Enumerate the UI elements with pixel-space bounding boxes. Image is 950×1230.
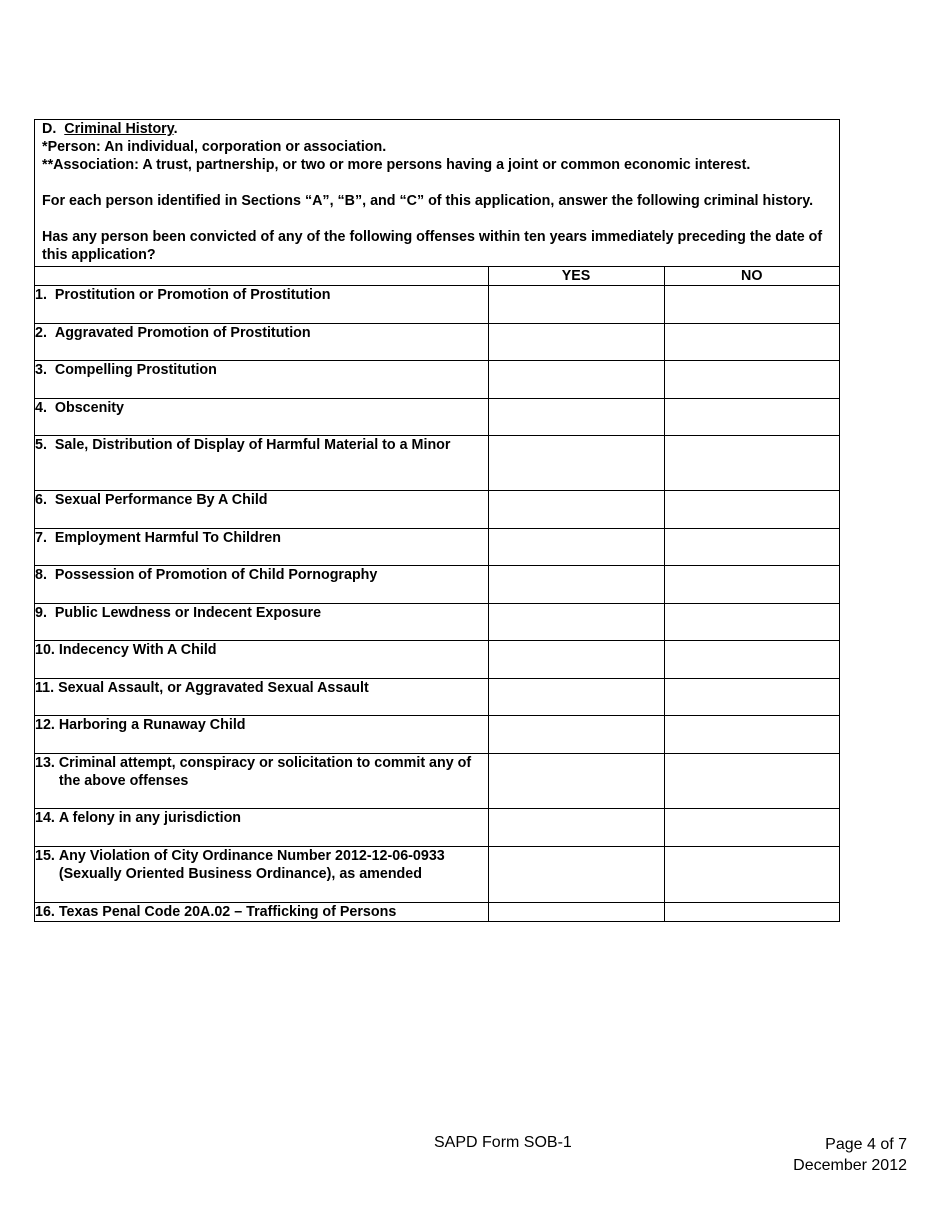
yes-answer-cell[interactable] xyxy=(488,436,664,491)
table-row xyxy=(35,324,839,361)
form-name: SAPD Form SOB-1 xyxy=(434,1134,572,1151)
yes-answer-cell[interactable] xyxy=(488,903,664,922)
table-row xyxy=(35,809,839,847)
table-row xyxy=(35,399,839,436)
section-heading xyxy=(42,120,833,138)
yes-answer-cell[interactable] xyxy=(488,286,664,324)
column-header-yes: YES xyxy=(488,267,664,286)
offense-number: 10. xyxy=(35,642,59,658)
table-row xyxy=(35,491,839,529)
table-row xyxy=(35,604,839,641)
offense-label: Texas Penal Code 20A.02 – Trafficking of Persons xyxy=(58,904,397,920)
offense-cell xyxy=(35,847,488,903)
column-header-offense xyxy=(35,267,488,286)
offense-label: Any Violation of City Ordinance Number 2012-12-06-0933 (Sexually Oriented Business Ordinance), as amended xyxy=(58,848,445,882)
yes-answer-cell[interactable] xyxy=(488,529,664,566)
yes-answer-cell[interactable] xyxy=(488,754,664,809)
no-answer-cell[interactable] xyxy=(664,361,839,399)
offense-number: 7. xyxy=(35,530,55,546)
table-row xyxy=(35,716,839,754)
table-row xyxy=(35,436,839,491)
offense-number: 13. xyxy=(35,755,59,771)
offense-cell xyxy=(35,809,488,847)
yes-answer-cell[interactable] xyxy=(488,399,664,436)
no-answer-cell[interactable] xyxy=(664,604,839,641)
offense-label: Sexual Assault, or Aggravated Sexual Assault xyxy=(58,680,369,696)
section-letter: D. xyxy=(42,121,57,137)
offense-number: 4. xyxy=(35,400,55,416)
criminal-history-form xyxy=(34,119,840,922)
yes-answer-cell[interactable] xyxy=(488,809,664,847)
offense-number: 11. xyxy=(35,680,59,696)
offense-cell xyxy=(35,679,488,716)
offense-label: Indecency With A Child xyxy=(58,642,217,658)
offense-number: 16. xyxy=(35,904,59,920)
offense-cell xyxy=(35,754,488,809)
offense-cell xyxy=(35,641,488,679)
yes-answer-cell[interactable] xyxy=(488,361,664,399)
offense-label: Possession of Promotion of Child Pornography xyxy=(54,567,378,583)
definition-person: *Person: An individual, corporation or association. xyxy=(42,139,387,155)
yes-answer-cell[interactable] xyxy=(488,679,664,716)
offense-label: Employment Harmful To Children xyxy=(54,530,281,546)
yes-answer-cell[interactable] xyxy=(488,716,664,754)
column-header-no: NO xyxy=(664,267,839,286)
offense-number: 3. xyxy=(35,362,55,378)
no-answer-cell[interactable] xyxy=(664,809,839,847)
yes-answer-cell[interactable] xyxy=(488,641,664,679)
offense-cell xyxy=(35,604,488,641)
yes-answer-cell[interactable] xyxy=(488,847,664,903)
offense-number: 2. xyxy=(35,325,55,341)
offense-label: Aggravated Promotion of Prostitution xyxy=(54,325,311,341)
table-row xyxy=(35,754,839,809)
section-title: Criminal History xyxy=(64,121,174,137)
yes-answer-cell[interactable] xyxy=(488,324,664,361)
no-answer-cell[interactable] xyxy=(664,436,839,491)
table-row xyxy=(35,641,839,679)
offense-label: Sale, Distribution of Display of Harmful Material to a Minor xyxy=(54,437,451,453)
table-row xyxy=(35,566,839,604)
offense-cell xyxy=(35,436,488,491)
offense-number: 14. xyxy=(35,810,59,826)
offense-cell xyxy=(35,566,488,604)
no-answer-cell[interactable] xyxy=(664,716,839,754)
form-date: December 2012 xyxy=(793,1157,907,1174)
instruction-text: For each person identified in Sections “A”, “B”, and “C” of this application, answer the following criminal history. xyxy=(42,193,814,209)
no-answer-cell[interactable] xyxy=(664,641,839,679)
table-row xyxy=(35,903,839,922)
offense-number: 5. xyxy=(35,437,55,453)
offense-cell xyxy=(35,903,488,922)
offense-label: Criminal attempt, conspiracy or solicitation to commit any of the above offenses xyxy=(58,755,472,789)
offense-label: Obscenity xyxy=(54,400,124,416)
offense-number: 12. xyxy=(35,717,59,733)
table-row xyxy=(35,847,839,903)
offense-number: 6. xyxy=(35,492,55,508)
section-title-suffix: . xyxy=(173,121,178,137)
offense-number: 1. xyxy=(35,287,55,303)
no-answer-cell[interactable] xyxy=(664,529,839,566)
offense-label: Harboring a Runaway Child xyxy=(58,717,246,733)
no-answer-cell[interactable] xyxy=(664,399,839,436)
no-answer-cell[interactable] xyxy=(664,679,839,716)
offense-cell xyxy=(35,286,488,324)
offense-label: Public Lewdness or Indecent Exposure xyxy=(54,605,322,621)
offense-label: Sexual Performance By A Child xyxy=(54,492,268,508)
page-number: Page 4 of 7 xyxy=(825,1136,907,1153)
footer-page-info xyxy=(793,1134,907,1176)
no-answer-cell[interactable] xyxy=(664,754,839,809)
table-row xyxy=(35,529,839,566)
table-row xyxy=(35,361,839,399)
table-header-row xyxy=(35,267,839,286)
offense-cell xyxy=(35,399,488,436)
offense-label: Prostitution or Promotion of Prostitution xyxy=(54,287,331,303)
offense-number: 8. xyxy=(35,567,55,583)
offenses-table xyxy=(35,266,839,921)
offense-cell xyxy=(35,491,488,529)
section-header xyxy=(35,120,839,266)
no-answer-cell[interactable] xyxy=(664,847,839,903)
yes-answer-cell[interactable] xyxy=(488,566,664,604)
table-row xyxy=(35,679,839,716)
no-answer-cell[interactable] xyxy=(664,324,839,361)
yes-answer-cell[interactable] xyxy=(488,491,664,529)
no-answer-cell[interactable] xyxy=(664,491,839,529)
offense-cell xyxy=(35,716,488,754)
offense-label: Compelling Prostitution xyxy=(54,362,217,378)
offense-number: 9. xyxy=(35,605,55,621)
offense-cell xyxy=(35,324,488,361)
definition-association: **Association: A trust, partnership, or two or more persons having a joint or common economic interest. xyxy=(42,157,751,173)
offense-number: 15. xyxy=(35,848,59,864)
offense-label: A felony in any jurisdiction xyxy=(58,810,242,826)
question-text: Has any person been convicted of any of the following offenses within ten years immediately preceding the date of this application? xyxy=(42,229,823,263)
table-row xyxy=(35,286,839,324)
no-answer-cell[interactable] xyxy=(664,566,839,604)
no-answer-cell[interactable] xyxy=(664,903,839,922)
offense-rows xyxy=(35,286,839,922)
offense-cell xyxy=(35,529,488,566)
offense-cell xyxy=(35,361,488,399)
no-answer-cell[interactable] xyxy=(664,286,839,324)
yes-answer-cell[interactable] xyxy=(488,604,664,641)
